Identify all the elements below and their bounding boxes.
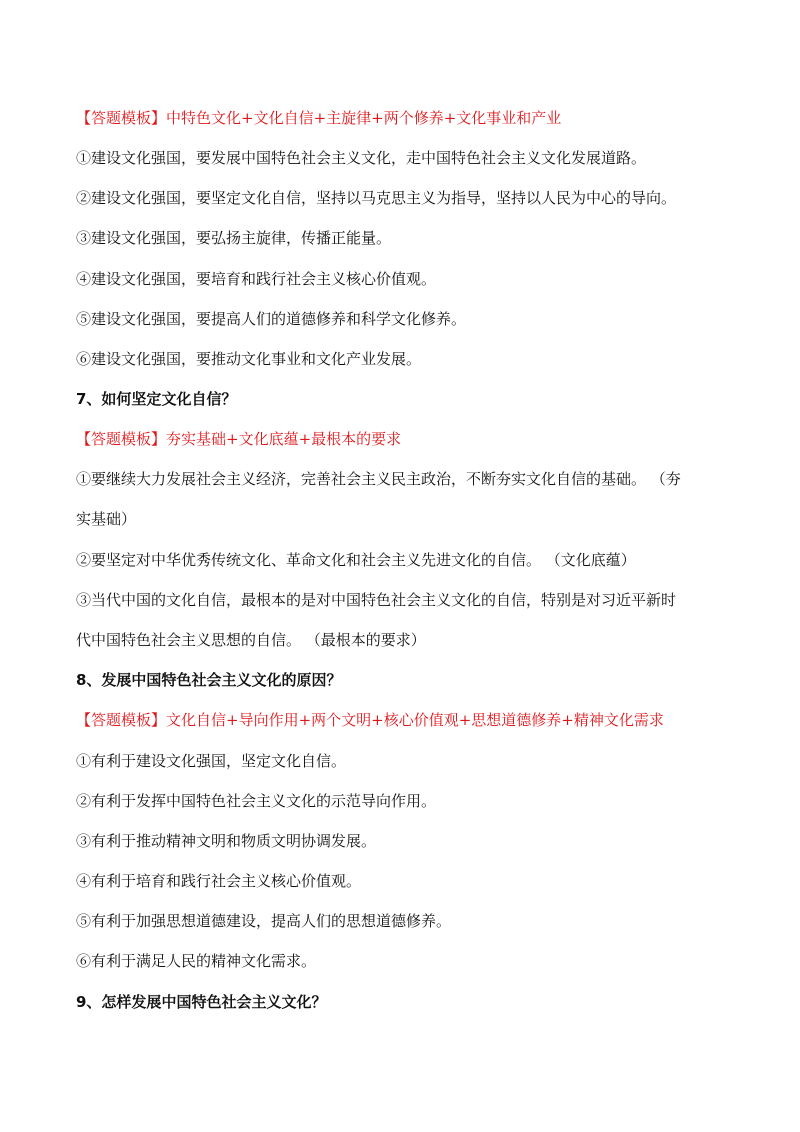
answer-template-line: 【答题模板】文化自信+导向作用+两个文明+核心价值观+思想道德修养+精神文化需求 — [76, 711, 664, 729]
section-heading: 7、如何坚定文化自信？ — [76, 390, 237, 408]
list-item: ③当代中国的文化自信，最根本的是对中国特色社会主义文化的自信，特别是对习近平新时 — [76, 591, 677, 609]
list-item: ①有利于建设文化强国，坚定文化自信。 — [76, 752, 347, 770]
list-item: ①建设文化强国，要发展中国特色社会主义文化，走中国特色社会主义文化发展道路。 — [76, 149, 647, 167]
list-item-continuation: 实基础） — [76, 510, 137, 528]
answer-template-line: 【答题模板】夯实基础+文化底蕴+最根本的要求 — [76, 430, 402, 448]
answer-template-line: 【答题模板】中特色文化+文化自信+主旋律+两个修养+文化事业和产业 — [76, 109, 562, 127]
section-heading: 9、怎样发展中国特色社会主义文化？ — [76, 993, 327, 1011]
section-heading: 8、发展中国特色社会主义文化的原因？ — [76, 671, 342, 689]
list-item: ③建设文化强国，要弘扬主旋律，传播正能量。 — [76, 229, 392, 247]
list-item: ④有利于培育和践行社会主义核心价值观。 — [76, 872, 362, 890]
list-item: ①要继续大力发展社会主义经济，完善社会主义民主政治，不断夯实文化自信的基础。 （夯 — [76, 470, 681, 488]
list-item: ⑤建设文化强国，要提高人们的道德修养和科学文化修养。 — [76, 310, 467, 328]
list-item: ②有利于发挥中国特色社会主义文化的示范导向作用。 — [76, 792, 437, 810]
list-item: ②要坚定对中华优秀传统文化、革命文化和社会主义先进文化的自信。 （文化底蕴） — [76, 551, 636, 569]
list-item-continuation: 代中国特色社会主义思想的自信。 （最根本的要求） — [76, 631, 426, 649]
list-item: ⑤有利于加强思想道德建设，提高人们的思想道德修养。 — [76, 912, 452, 930]
list-item: ③有利于推动精神文明和物质文明协调发展。 — [76, 832, 377, 850]
list-item: ⑥建设文化强国，要推动文化事业和文化产业发展。 — [76, 350, 422, 368]
list-item: ⑥有利于满足人民的精神文化需求。 — [76, 952, 317, 970]
list-item: ④建设文化强国，要培育和践行社会主义核心价值观。 — [76, 270, 437, 288]
list-item: ②建设文化强国，要坚定文化自信，坚持以马克思主义为指导，坚持以人民为中心的导向。 — [76, 189, 677, 207]
